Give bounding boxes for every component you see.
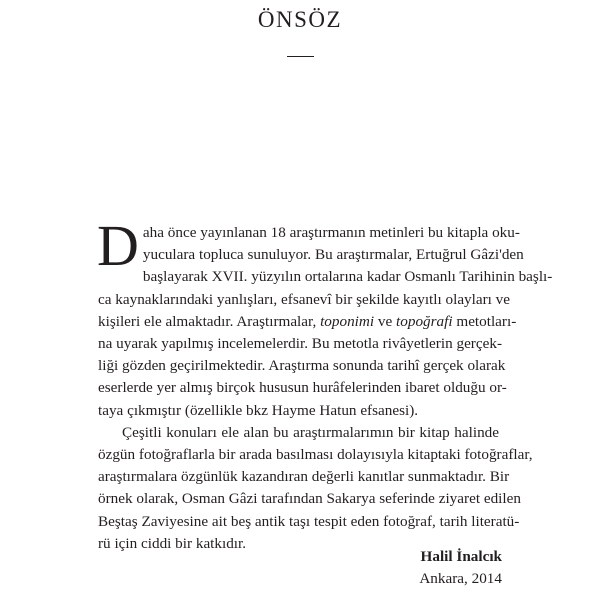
text-line: Çeşitli konuları ele alan bu araştırmalarımın bir kitap halinde (122, 423, 499, 441)
text-line: yuculara topluca sunuluyor. Bu araştırmalar, Ertuğrul Gâzi'den (142, 246, 524, 264)
page-title: ÖNSÖZ (257, 7, 343, 32)
text-line: aha önce yayınlanan 18 araştırmanın metinleri bu kitapla oku- (142, 224, 520, 241)
title-divider (287, 56, 314, 57)
text-line: taya çıkmıştır (özellikle bkz Hayme Hatun efsanesi). (98, 401, 419, 419)
text-line: liği gözden geçirilmektedir. Araştırma sonunda tarihî gerçek olarak (98, 357, 506, 375)
text-line: başlayarak XVII. yüzyılın ortalarına kadar Osmanlı Tarihinin başlı- (142, 268, 553, 286)
italic-term: toponimi (320, 312, 375, 330)
text-run: ve (374, 312, 397, 330)
italic-term: topoğrafi (396, 312, 453, 330)
text-line: ca kaynaklarındaki yanlışları, efsanevî bir şekilde kayıtlı olayları ve (98, 290, 511, 308)
text-line (98, 311, 517, 333)
text-run: metotları- (452, 312, 517, 330)
paragraph-2 (98, 422, 533, 555)
text-line: Beştaş Zaviyesine ait beş antik taşı tespit eden fotoğraf, tarih literatü- (98, 512, 520, 530)
text-run: kişileri ele almaktadır. Araştırmalar, (98, 312, 321, 330)
text-line: araştırmalara özgünlük kazandıran değerli kanıtlar sunmaktadır. Bir (98, 468, 510, 486)
text-line: örnek olarak, Osman Gâzi tarafından Sakarya seferinde ziyaret edilen (98, 490, 521, 508)
drop-cap: D (97, 213, 139, 278)
preface-body (97, 213, 553, 555)
text-line: eserlerde yer almış birçok hususun hurâfelerinden ibaret olduğu or- (98, 379, 507, 397)
text-line: rü için ciddi bir katkıdır. (98, 534, 247, 552)
author-name: Halil İnalcık (420, 548, 502, 565)
place-date: Ankara, 2014 (419, 570, 502, 587)
text-line: na uyarak yapılmış incelemelerdir. Bu metotla rivâyetlerin gerçek- (98, 335, 502, 353)
signature-block (419, 546, 502, 590)
text-line: özgün fotoğraflarla bir arada basılması dolayısıyla kitaptaki fotoğraflar, (98, 446, 533, 464)
paragraph-1 (97, 213, 553, 422)
